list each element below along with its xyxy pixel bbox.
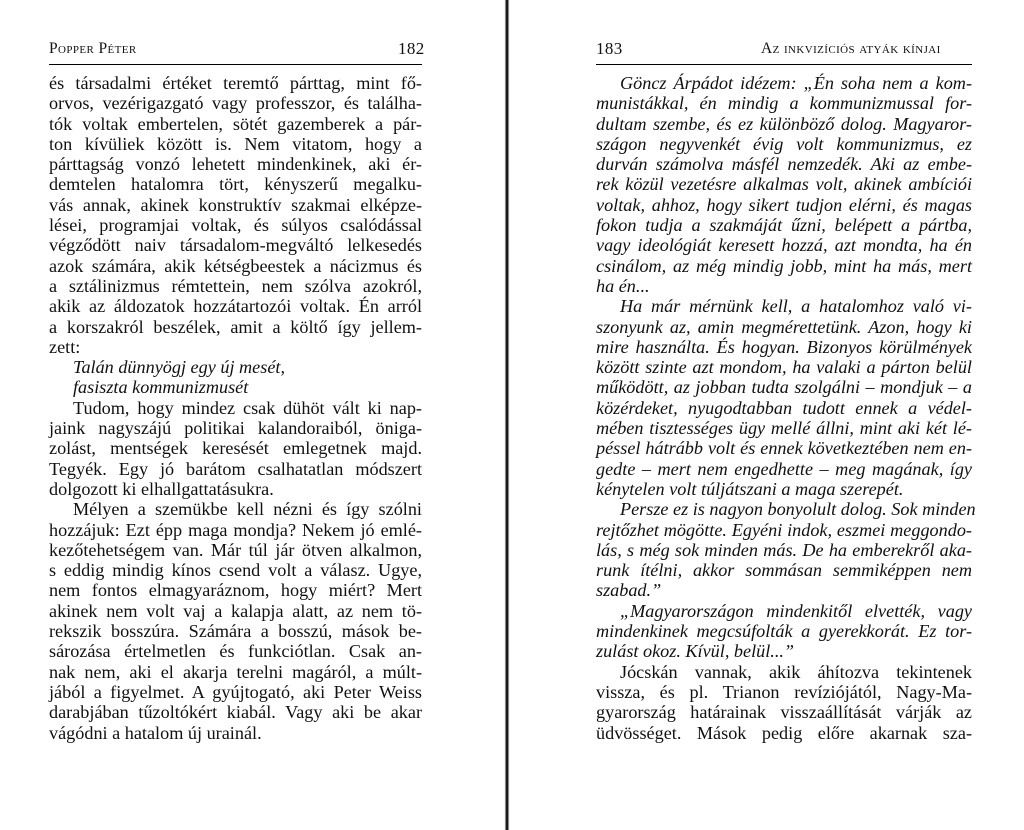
text-line: csinálom, az még mindig jobb, mint ha más, mert — [596, 255, 972, 276]
page-number-left: 182 — [398, 39, 425, 58]
text-line: gedte – mert nem engedhette – meg magának, így — [596, 458, 972, 479]
text-line: voltak, ahhoz, hogy sikert tudjon elérni, és magas — [596, 194, 972, 215]
text-line: szabad.” — [596, 580, 662, 601]
text-line: mindenkinek megcsúfolták a gyerekkorát. Ez tor- — [596, 621, 972, 642]
text-line: dolgozott ki elhallgattatásukra. — [49, 478, 274, 499]
text-line: Tudom, hogy mindez csak dühöt vált ki nap- — [73, 397, 422, 418]
running-head-title: Az inkvizíciós atyák kínjai — [761, 40, 941, 57]
text-line: vissza, és pl. Trianon revíziójától, Nagy-Ma- — [596, 681, 972, 702]
text-line: kezőtehetségem van. Már túl jár ötven alkalmon, — [49, 539, 422, 560]
body-text-right — [596, 73, 976, 743]
text-line: orvos, vezérigazgató vagy professzor, és találha- — [49, 93, 422, 114]
text-line: nem fontos elmagyaráznom, hogy miért? Mert — [49, 580, 422, 601]
text-line: hozzájuk: Ezt épp maga mondja? Nekem jó emlé- — [49, 519, 422, 540]
text-line: zolást, mentségek keresését emlegetnek majd. — [49, 438, 422, 459]
text-line: rek közül vezetésre alkalmas volt, akinek ambíciói — [596, 174, 972, 195]
text-line: között szinte azt mondom, ha valaki a párton belül — [596, 357, 972, 378]
text-line: szágon negyvenkét évig volt kommunizmus, ez — [596, 133, 972, 154]
text-line: ton kívüliek között is. Nem vitatom, hogy a — [49, 133, 422, 154]
right-page — [512, 0, 1024, 830]
text-line: sározása értelmetlen és funkciótlan. Csak an- — [49, 641, 422, 662]
text-line: zett: — [49, 336, 81, 357]
text-line: mire használta. És hogyan. Bizonyos körülmények — [596, 336, 972, 357]
text-line: lás, s még sok minden más. De ha emberekről aka- — [596, 539, 972, 560]
text-line: rekszik bosszúra. Számára a bosszú, mások be- — [49, 621, 422, 642]
text-line: gyarország határainak visszaállítását várják az — [596, 702, 972, 723]
text-line: párttagság vonzó lehetett mindenkinek, aki ér- — [49, 154, 422, 175]
text-line: rejtőzhet mögötte. Egyéni indok, eszmei meggondo- — [596, 519, 972, 540]
text-line: nak nem, aki el akarja terelni magáról, a múlt- — [49, 661, 422, 682]
text-line: Ha már mérnünk kell, a hatalomhoz való vi- — [620, 296, 972, 317]
text-line: fokon tudja a szakmáját űzni, belépett a pártba, — [596, 215, 972, 236]
text-line: s eddig mindig kínos csend volt a válasz. Ugye, — [49, 560, 422, 581]
text-line: azok számára, akik kétségbeestek a nácizmus és — [49, 255, 422, 276]
text-line: akinek nem volt vaj a kalapja alatt, az nem tö- — [49, 600, 422, 621]
text-line: Göncz Árpádot idézem: „Én soha nem a kom- — [620, 73, 972, 93]
text-line: vagy ideológiát keresett hozzá, azt mondta, ha én — [596, 235, 972, 256]
text-line: üdvösséget. Mások pedig előre akarnak sza- — [596, 722, 972, 743]
text-line: kénytelen volt túljátszani a maga szerepét. — [596, 478, 904, 499]
text-line: vágódni a hatalom új urainál. — [49, 722, 262, 743]
header-rule-right — [596, 64, 972, 65]
text-line: működött, az jobban tudta szolgálni – mondjuk – a — [596, 377, 972, 398]
text-line: Mélyen a szemükbe kell nézni és így szólni — [73, 499, 422, 520]
text-line: ha én... — [596, 275, 650, 296]
text-line: Tegyék. Egy jó barátom csalhatatlan módszert — [49, 458, 422, 479]
text-line: Jócskán vannak, akik áhítozva tekintenek — [620, 661, 972, 682]
text-line: Talán dünnyögj egy új mesét, — [73, 357, 285, 378]
text-line: zulást okoz. Kívül, belül...” — [596, 641, 795, 662]
text-line: darabjában tűzoltókért kiabál. Vagy aki be akar — [49, 702, 422, 723]
text-line: „Magyarországon mindenkitől elvették, vagy — [620, 600, 972, 621]
text-line: akik az áldozatok hozzátartozói voltak. Én arról — [49, 296, 422, 317]
text-line: dultam szembe, és ez különböző dolog. Magyaror- — [596, 113, 972, 134]
text-line: munistákkal, én mindig a kommunizmussal for- — [596, 93, 972, 114]
text-line: runk ítélni, akkor sommásan semmiképpen nem — [596, 560, 972, 581]
text-line: a sztálinizmus rémtettein, nem szólva azokról, — [49, 275, 422, 296]
text-line: demtelen hatalomra tört, kényszerű megalku- — [49, 174, 422, 195]
text-line: vás annak, akinek konstruktív szakmai elképze- — [49, 194, 422, 215]
text-line: péssel hátrább volt és ennek következtében nem en- — [596, 438, 972, 459]
text-line: jából a figyelmet. A gyújtogató, aki Peter Weiss — [49, 681, 422, 702]
text-line: a korszakról beszélek, amit a költő így jellem- — [49, 316, 422, 337]
page-number-right: 183 — [596, 39, 623, 58]
text-line: fasiszta kommunizmusét — [73, 377, 249, 398]
text-line: mében tisztességes ügy mellé állni, mint aki két lé- — [596, 418, 972, 439]
text-line: lései, programjai voltak, és súlyos csalódással — [49, 215, 422, 236]
header-rule-left — [49, 64, 422, 65]
text-line: durván számolva másfél nemzedék. Aki az embe- — [596, 154, 972, 175]
left-page — [0, 0, 505, 830]
body-text-left — [49, 73, 422, 743]
text-line: közérdeket, nyugodtabban tudott ennek a védel- — [596, 397, 972, 418]
text-line: jaink nagyszájú politikai kalandoraiból, öniga- — [49, 418, 422, 439]
text-line: szonyunk az, amin megmérettetünk. Azon, hogy ki — [596, 316, 972, 337]
running-head-author: Popper Péter — [49, 40, 137, 57]
text-line: végződött naiv társadalom-megváltó lelkesedés — [49, 235, 422, 256]
text-line: Persze ez is nagyon bonyolult dolog. Sok minden — [620, 499, 976, 520]
text-line: és társadalmi értéket teremtő párttag, mint fő- — [49, 73, 422, 93]
text-line: tók voltak embertelen, sötét gazemberek a pár- — [49, 113, 422, 134]
